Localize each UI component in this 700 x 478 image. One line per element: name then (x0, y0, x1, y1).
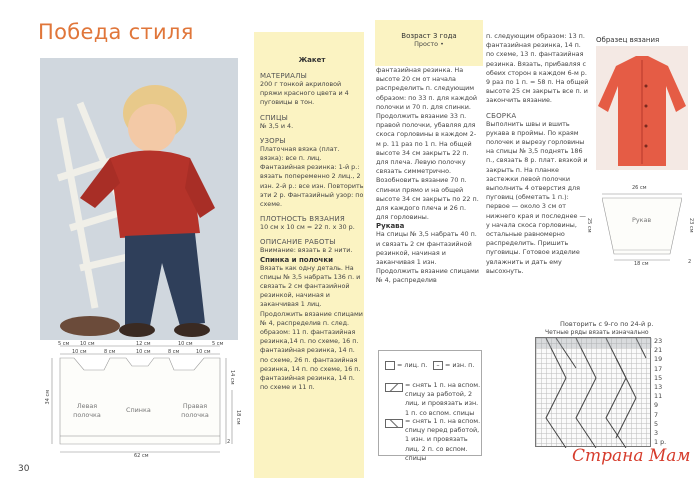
sleeve-side-dim: 25 см (586, 218, 593, 233)
schema-back: Спинка (126, 406, 151, 414)
density-text: 10 см х 10 см = 22 п. х 30 р. (260, 223, 355, 232)
item-heading: Жакет (298, 56, 326, 64)
column-1 (260, 56, 364, 392)
back-text: Вязать как одну деталь. На спицы № 3,5 набрать 136 п. и связать 2 см фантазийной резинкой, начиная и заканчивая 1 лиц. Продолжить вязание спицами № 4, распределив п. след. образом: 11 п. фантазийная резинка,14 п. по схеме, 16 п. фантазийная резинка, 14 п. по схеме, 26 п. фантазийная резинка, 14 п. по схеме, 16 п. фантазийная резинка, 14 п. по схеме и 11 п. (260, 263, 363, 392)
dim-side-1: 14 см (229, 370, 236, 385)
dim-mid-2: 8 см (104, 349, 116, 355)
col2-text: фантазийная резинка. На высоте 20 см от начала распределить п. следующим образом: по 33 п. для каждой полочки и 70 п. для спинки. Продолжить вязание 33 п. правой полочки, убавляя для скоса горловины в каждом 2-м р. 11 раз по 1 п. На общей высоте 34 см закрыть 22 п. для плеча. Левую полочку связать симметрично. Возобновить вязание 70 п. спинки прямо и на общей высоте 34 см закрыть по 22 п. для каждого плеча и 26 п. для горловины. (376, 66, 479, 222)
col3-text: п. следующим образом: 13 п. фантазийная резинка, 14 п. по схеме, 13 п. фантазийная резинка. Вязать, прибавляя с обеих сторон в каждом 6-м р. 9 раз по 1 п. = 58 п. На общей высоте 25 см закрыть все п. и закончить вязание. (486, 32, 589, 105)
row-19: 19 (654, 355, 663, 364)
photo-illustration (40, 58, 238, 340)
sleeve-bottom-dim: 18 см (634, 261, 649, 267)
sleeve-side-dim-2: 23 см (688, 218, 695, 233)
column-2 (376, 66, 480, 286)
legend-purl: = изн. п. (445, 361, 475, 369)
knit-symbol (385, 361, 395, 370)
legend-cross-left: = снять 1 п. на вспом. спицу за работой, 2 лиц. и провязать изн. 1 п. со вспом. спицы (405, 381, 481, 417)
dim-top-1: 5 см (58, 341, 70, 347)
row-7: 7 (654, 410, 659, 419)
cross-right-symbol (385, 419, 403, 428)
materials-text: 200 г тонкой акриловой пряжи красного цвета и 4 пуговицы в тон. (260, 80, 349, 107)
schema-drawing (44, 340, 240, 460)
work-heading: ОПИСАНИЕ РАБОТЫ (260, 238, 336, 247)
dim-top-2: 10 см (80, 341, 95, 347)
sleeve-heading: Рукава (376, 222, 405, 231)
dim-top-4: 10 см (178, 341, 193, 347)
stitch-legend (378, 350, 482, 462)
level-label: Просто • (414, 40, 444, 48)
grid-note-2: Четные ряды вязать изначально (545, 329, 649, 336)
grid-note: Повторить с 9-го по 24-й р. (560, 320, 654, 328)
sample-photo (596, 46, 688, 170)
dim-mid-4: 8 см (168, 349, 180, 355)
materials-heading: МАТЕРИАЛЫ (260, 72, 308, 80)
page-number: 30 (18, 464, 30, 474)
dim-mid-5: 10 см (196, 349, 211, 355)
row-23: 23 (654, 337, 663, 345)
sample-heading: Образец вязания (596, 36, 660, 44)
sleeve-rib-dim: 2 (688, 259, 692, 265)
sleeve-label: Рукав (632, 216, 652, 224)
purl-symbol: – (433, 361, 443, 370)
chart-row-numbers (654, 337, 674, 447)
dim-mid-3: 10 см (136, 349, 151, 355)
schema-left-front: Левая полочка (73, 402, 101, 420)
patterns-heading: УЗОРЫ (260, 136, 286, 145)
dim-side-3: 2 (227, 439, 231, 445)
sweater-schema (44, 340, 240, 460)
assembly-heading: СБОРКА (486, 111, 517, 120)
knitting-chart (535, 337, 651, 447)
row-15: 15 (654, 373, 663, 382)
work-note: Внимание: вязать в 2 нити. (260, 246, 353, 255)
row-13: 13 (654, 383, 663, 392)
column-3 (486, 32, 590, 276)
row-9: 9 (654, 401, 659, 410)
dim-mid-1: 10 см (72, 349, 87, 355)
row-11: 11 (654, 392, 663, 401)
watermark-logo: Страна Мам (572, 446, 691, 466)
page-title: Победа стиля (38, 20, 194, 44)
row-5: 5 (654, 419, 659, 428)
row-17: 17 (654, 364, 663, 373)
back-heading: Спинка и полочки (260, 255, 334, 264)
dim-bottom: 62 см (134, 453, 149, 459)
dim-top-5: 5 см (212, 341, 224, 347)
dim-left-side: 34 см (45, 390, 51, 405)
schema-right-front: Правая полочка (181, 402, 209, 420)
assembly-text: Выполнить швы и вшить рукава в проймы. По краям полочек и вырезу горловины на спицы № 3,5 поднять 186 п., связать 8 р. плат. вязкой и закрыть п. На планке застежки левой полочки выполнить 4 отверстия для пуговиц (обметать 1 п.): первое — около 3 см от нижнего края и последнее — у начала скоса горловины, остальные равномерно распределить. Пришить пуговицы. Готовое изделие увлажнить и дать ему высохнуть. (486, 119, 588, 275)
legend-knit: = лиц. п. (397, 361, 428, 369)
chart-pattern (536, 338, 652, 448)
needles-text: № 3,5 и 4. (260, 121, 294, 130)
sleeve-text: На спицы № 3,5 набрать 40 п. и связать 2 см фантазийной резинкой, начиная и заканчивая 1 изн. Продолжить вязание спицами № 4, распределив (376, 230, 479, 285)
age-block (375, 32, 483, 49)
legend-cross-right: = снять 1 п. на вспом. спицу перед работой, 1 изн. и провязать лиц. 2 п. со вспом. спицы (405, 417, 481, 462)
needles-heading: СПИЦЫ (260, 113, 288, 122)
density-heading: ПЛОТНОСТЬ ВЯЗАНИЯ (260, 215, 345, 224)
sleeve-top-dim: 26 см (632, 185, 647, 191)
row-3: 3 (654, 429, 659, 438)
age-label: Возраст 3 года (401, 32, 457, 40)
dim-side-2: 18 см (235, 410, 242, 425)
row-1: 1 р. (654, 438, 667, 447)
patterns-text: Платочная вязка (плат. вязка): все п. лиц. Фантазийная резинка: 1-й р.: вязать попеременно 2 лиц., 2 изн. 2-й р.: все изн. Повторить эти 2 р. Фантазийный узор: по схеме. (260, 144, 364, 209)
sample-sweater-icon (596, 46, 688, 170)
photo-child-sweater (40, 58, 238, 340)
sleeve-schema (602, 185, 682, 267)
cross-left-symbol (385, 383, 403, 392)
sleeve-drawing (602, 190, 682, 265)
dim-top-3: 12 см (136, 341, 151, 347)
row-21: 21 (654, 346, 663, 355)
